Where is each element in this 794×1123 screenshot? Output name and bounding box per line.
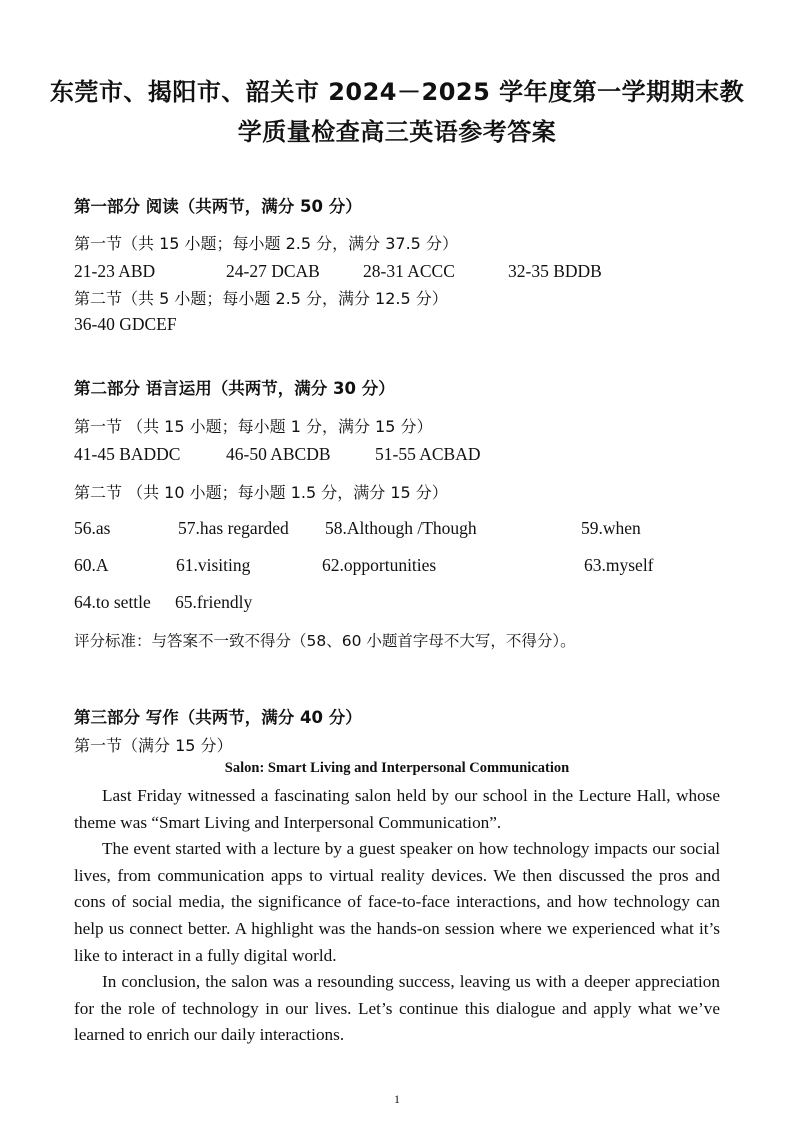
fill-in-answer: 58.Although /Though	[325, 518, 477, 538]
fill-in-answer: 56.as	[74, 518, 111, 538]
part3-section1-heading: 第一节（满分 15 分）	[74, 736, 233, 755]
essay-paragraph: In conclusion, the salon was a resounding success, leaving us with a deeper appreciation for the role of technology in our lives. Let’s continue this dialogue and apply what we’ve learned to enrich our daily interactions.	[74, 972, 720, 1045]
fill-in-answer: 61.visiting	[176, 555, 251, 575]
fill-in-answer: 62.opportunities	[322, 555, 437, 575]
document-title-line-2: 学质量检查高三英语参考答案	[237, 118, 557, 146]
part1-heading: 第一部分 阅读（共两节，满分 50 分）	[74, 197, 362, 216]
part1-section2-heading: 第二节（共 5 小题；每小题 2.5 分，满分 12.5 分）	[74, 289, 448, 308]
fill-in-answer: 65.friendly	[175, 592, 253, 612]
part2-section1-heading: 第一节 （共 15 小题；每小题 1 分，满分 15 分）	[74, 417, 433, 436]
part3-heading: 第三部分 写作（共两节，满分 40 分）	[74, 708, 362, 727]
fill-in-answer: 57.has regarded	[178, 518, 289, 538]
answer-group: 36-40 GDCEF	[74, 314, 177, 334]
answer-group: 32-35 BDDB	[508, 261, 602, 281]
fill-in-answer: 60.A	[74, 555, 109, 575]
part2-heading: 第二部分 语言运用（共两节，满分 30 分）	[74, 379, 395, 398]
fill-in-answer: 59.when	[581, 518, 641, 538]
document-title-line-1: 东莞市、揭阳市、韶关市 2024－2025 学年度第一学期期末教	[49, 78, 745, 106]
essay-paragraph: The event started with a lecture by a guest speaker on how technology impacts our social lives, from communication apps to virtual reality devices. We then discussed the pros and cons of social media, the significance of face-to-face interactions, and how technology can help us connect better. A highlight was the hands-on session where we experienced what it’s like to interact in a fully digital world.	[74, 839, 720, 965]
part1-section1-heading: 第一节（共 15 小题；每小题 2.5 分，满分 37.5 分）	[74, 234, 458, 253]
essay-title: Salon: Smart Living and Interpersonal Communication	[224, 760, 570, 776]
answer-group: 41-45 BADDC	[74, 444, 181, 464]
answer-group: 51-55 ACBAD	[375, 444, 481, 464]
essay-paragraph: Last Friday witnessed a fascinating salon held by our school in the Lecture Hall, whose theme was “Smart Living and Interpersonal Communication”.	[74, 786, 720, 832]
essay-body	[74, 783, 720, 1049]
answer-group: 28-31 ACCC	[363, 261, 455, 281]
answer-group: 24-27 DCAB	[226, 261, 320, 281]
part2-section2-heading: 第二节 （共 10 小题；每小题 1.5 分，满分 15 分）	[74, 483, 448, 502]
scoring-note: 评分标准：与答案不一致不得分（58、60 小题首字母不大写，不得分）。	[74, 632, 576, 650]
answer-group: 46-50 ABCDB	[226, 444, 331, 464]
fill-in-answer: 63.myself	[584, 555, 654, 575]
fill-in-answer: 64.to settle	[74, 592, 151, 612]
answer-group: 21-23 ABD	[74, 261, 156, 281]
page-number: 1	[394, 1092, 400, 1106]
